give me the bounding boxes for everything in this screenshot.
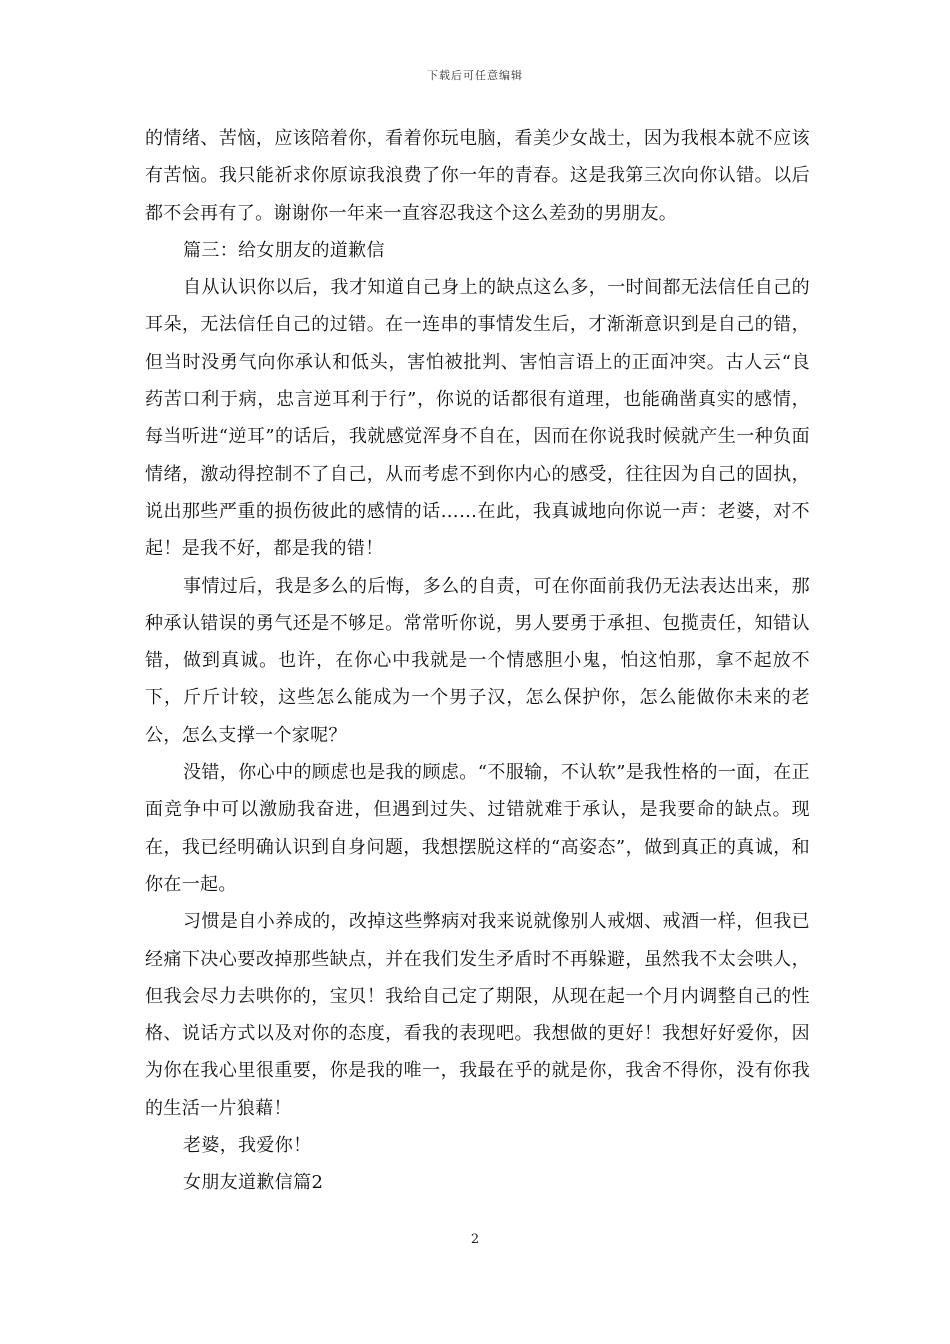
paragraph: 自从认识你以后，我才知道自己身上的缺点这么多，一时间都无法信任自己的耳朵，无法信任自己的过错。在一连串的事情发生后，才渐渐意识到是自己的错，但当时没勇气向你承认和低头，害怕被批判、害怕言语上的正面冲突。古人云“良药苦口利于病，忠言逆耳利于行”，你说的话都很有道理，也能确凿真实的感情，每当听进“逆耳”的话后，我就感觉浑身不自在，因而在你说我时候就产生一种负面情绪，激动得控制不了自己，从而考虑不到你内心的感受，往往因为自己的固执，说出那些严重的损伤彼此的感情的话……在此，我真诚地向你说一声：老婆，对不起！是我不好，都是我的错！ — [145, 277, 810, 560]
paragraph: 老婆，我爱你！ — [183, 1135, 312, 1157]
paragraph: 习惯是自小养成的，改掉这些弊病对我来说就像别人戒烟、戒酒一样，但我已经痛下决心要改掉那些缺点，并在我们发生矛盾时不再躲避，虽然我不太会哄人，但我会尽力去哄你的，宝贝！我给自己定了期限，从现在起一个月内调整自己的性格、说话方式以及对你的态度，看我的表现吧。我想做的更好！我想好好爱你，因为你在我心里很重要，你是我的唯一，我最在乎的就是你，我舍不得你，没有你我的生活一片狼藉！ — [145, 911, 810, 1119]
header-note: 下载后可任意编辑 — [427, 69, 523, 82]
page-number: 2 — [470, 1232, 480, 1247]
paragraph: 事情过后，我是多么的后悔，多么的自责，可在你面前我仍无法表达出来，那种承认错误的勇气还是不够足。常常听你说，男人要勇于承担、包揽责任，知错认错，做到真诚。也许，在你心中我就是一个情感胆小鬼，怕这怕那，拿不起放不下，斤斤计较，这些怎么能成为一个男子汉，怎么保护你，怎么能做你未来的老公，怎么支撑一个家呢？ — [145, 575, 810, 746]
paragraph-continuation: 的情绪、苦恼，应该陪着你，看着你玩电脑，看美少女战士，因为我根本就不应该有苦恼。我只能祈求你原谅我浪费了你一年的青春。这是我第三次向你认错。以后都不会再有了。谢谢你一年来一直容忍我这个这么差劲的男朋友。 — [145, 128, 810, 224]
section-heading: 女朋友道歉信篇2 — [183, 1172, 324, 1194]
paragraph: 没错，你心中的顾虑也是我的顾虑。“不服输，不认软”是我性格的一面，在正面竞争中可以激励我奋进，但遇到过失、过错就难于承认，是我要命的缺点。现在，我已经明确认识到自身问题，我想摆脱这样的“高姿态”，做到真正的真诚，和你在一起。 — [145, 762, 810, 895]
document-body — [145, 120, 810, 1202]
section-heading: 篇三：给女朋友的道歉信 — [183, 239, 385, 261]
